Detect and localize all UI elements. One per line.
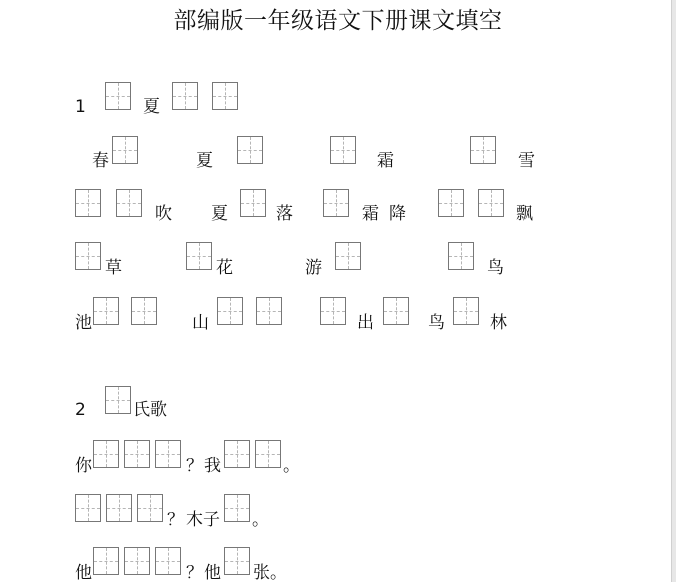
section-2-heading: 氏歌	[133, 400, 167, 420]
char-label: 花	[216, 258, 233, 278]
blank-box[interactable]	[478, 189, 504, 217]
blank-box[interactable]	[323, 189, 349, 217]
blank-box[interactable]	[448, 242, 474, 270]
blank-box[interactable]	[470, 136, 496, 164]
blank-box[interactable]	[256, 297, 282, 325]
char-label: 霜	[362, 204, 379, 224]
char-label: 池	[75, 313, 92, 333]
punctuation: ？	[186, 456, 203, 476]
char-label: 我	[204, 456, 221, 476]
blank-box[interactable]	[105, 386, 131, 414]
section-2-number: 2	[75, 400, 86, 420]
blank-box[interactable]	[383, 297, 409, 325]
char-label: 林	[490, 313, 507, 333]
char-label: 你	[75, 456, 92, 476]
blank-box[interactable]	[75, 242, 101, 270]
blank-box[interactable]	[75, 189, 101, 217]
punctuation: ？	[186, 563, 203, 583]
blank-box[interactable]	[224, 494, 250, 522]
char-label: 鸟	[487, 258, 504, 278]
blank-box[interactable]	[93, 440, 119, 468]
blank-box[interactable]	[212, 82, 238, 110]
char-label: 降	[389, 204, 406, 224]
blank-box[interactable]	[106, 494, 132, 522]
char-label: 他	[75, 563, 92, 583]
blank-box[interactable]	[124, 547, 150, 575]
char-label: 霜	[377, 151, 394, 171]
char-label: 游	[305, 258, 322, 278]
blank-box[interactable]	[172, 82, 198, 110]
blank-box[interactable]	[255, 440, 281, 468]
blank-box[interactable]	[93, 547, 119, 575]
char-label: 吹	[155, 204, 172, 224]
char-label: 夏	[196, 151, 213, 171]
char-label: 山	[192, 313, 209, 333]
blank-box[interactable]	[330, 136, 356, 164]
char-label: 张。	[253, 563, 287, 583]
blank-box[interactable]	[105, 82, 131, 110]
blank-box[interactable]	[453, 297, 479, 325]
blank-box[interactable]	[237, 136, 263, 164]
blank-box[interactable]	[320, 297, 346, 325]
char-label: 他	[204, 563, 221, 583]
blank-box[interactable]	[155, 547, 181, 575]
char-label: 木子	[186, 510, 220, 530]
blank-box[interactable]	[75, 494, 101, 522]
char-label: 鸟	[428, 313, 445, 333]
page-title: 部编版一年级语文下册课文填空	[173, 8, 503, 34]
blank-box[interactable]	[224, 547, 250, 575]
page-edge	[671, 0, 676, 582]
char-label: 夏	[211, 204, 228, 224]
char-label: 飘	[516, 204, 533, 224]
blank-box[interactable]	[186, 242, 212, 270]
blank-box[interactable]	[438, 189, 464, 217]
blank-box[interactable]	[116, 189, 142, 217]
punctuation: ？	[167, 510, 184, 530]
char-label: 出	[357, 313, 374, 333]
punctuation: 。	[283, 456, 300, 476]
section-1-heading: 夏	[143, 97, 160, 117]
blank-box[interactable]	[335, 242, 361, 270]
punctuation: 。	[252, 510, 269, 530]
blank-box[interactable]	[137, 494, 163, 522]
blank-box[interactable]	[124, 440, 150, 468]
char-label: 春	[92, 151, 109, 171]
blank-box[interactable]	[112, 136, 138, 164]
blank-box[interactable]	[240, 189, 266, 217]
blank-box[interactable]	[93, 297, 119, 325]
char-label: 落	[276, 204, 293, 224]
blank-box[interactable]	[217, 297, 243, 325]
blank-box[interactable]	[224, 440, 250, 468]
char-label: 草	[105, 258, 122, 278]
blank-box[interactable]	[155, 440, 181, 468]
char-label: 雪	[518, 151, 535, 171]
section-1-number: 1	[75, 97, 86, 117]
blank-box[interactable]	[131, 297, 157, 325]
